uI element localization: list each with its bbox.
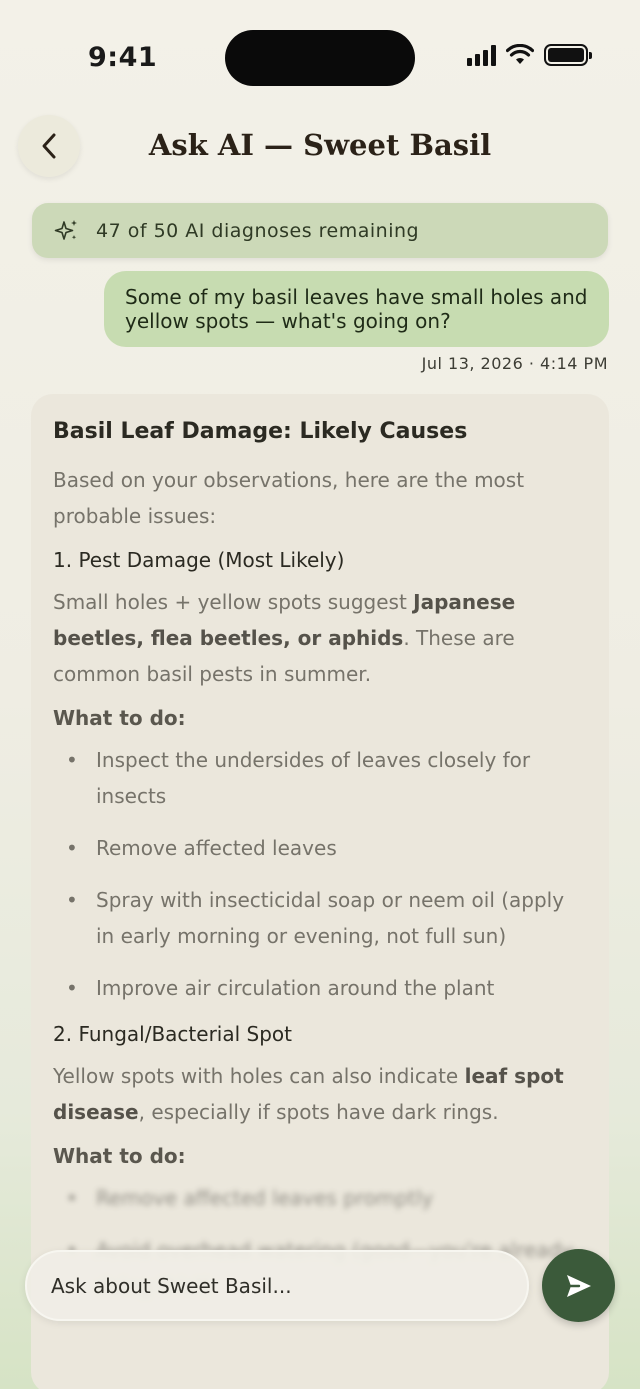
action-list bbox=[53, 742, 587, 1006]
list-item: • Inspect the undersides of leaves closely for insects bbox=[53, 742, 587, 814]
ai-quota-banner bbox=[32, 203, 608, 258]
list-item: • already bbox=[53, 1232, 587, 1304]
page-title: Ask AI — Sweet Basil bbox=[148, 128, 492, 162]
ai-response-heading: Basil Leaf Damage: Likely Causes bbox=[53, 419, 468, 444]
user-message-bubble: Some of my basil leaves have small holes and yellow spots — what's going on? bbox=[104, 271, 609, 347]
list-item: • Improve air circulation around the plant bbox=[53, 970, 587, 1006]
section-paragraph: Small holes + yellow spots suggest Japanese beetles, flea beetles, or aphids. These are common basil pests in summer. bbox=[53, 590, 516, 686]
ai-intro-text: Based on your observations, here are the most probable issues: bbox=[53, 468, 525, 528]
list-item: • Spray with insecticidal soap or neem oil (apply in early morning or evening, not full sun) bbox=[53, 882, 587, 954]
status-time: 9:41 bbox=[88, 42, 158, 73]
section-title: 1. Pest Damage (Most Likely) bbox=[53, 548, 345, 572]
quota-text: 47 of 50 AI diagnoses remaining bbox=[96, 219, 420, 242]
list-item: • Remove affected leaves bbox=[53, 830, 587, 866]
message-input[interactable] bbox=[51, 1274, 527, 1298]
send-button[interactable] bbox=[542, 1249, 615, 1322]
wifi-icon bbox=[506, 44, 534, 66]
battery-icon bbox=[544, 44, 588, 66]
message-input-container bbox=[25, 1250, 529, 1321]
send-icon bbox=[565, 1273, 593, 1299]
message-timestamp: Jul 13, 2026 · 4:14 PM bbox=[421, 354, 608, 373]
dynamic-island bbox=[225, 30, 415, 86]
what-to-do-label: What to do: bbox=[53, 1144, 186, 1168]
status-bar bbox=[0, 0, 640, 110]
cellular-signal-icon bbox=[467, 44, 496, 66]
what-to-do-label: What to do: bbox=[53, 706, 186, 730]
system-icons bbox=[467, 44, 588, 66]
ai-response-card bbox=[31, 394, 609, 1389]
section-paragraph: Yellow spots with holes can also indicate leaf spot disease, especially if spots have dark rings. bbox=[53, 1064, 564, 1124]
list-item: • Remove affected leaves promptly bbox=[53, 1180, 587, 1216]
section-title: 2. Fungal/Bacterial Spot bbox=[53, 1022, 292, 1046]
sparkle-icon bbox=[54, 218, 80, 244]
